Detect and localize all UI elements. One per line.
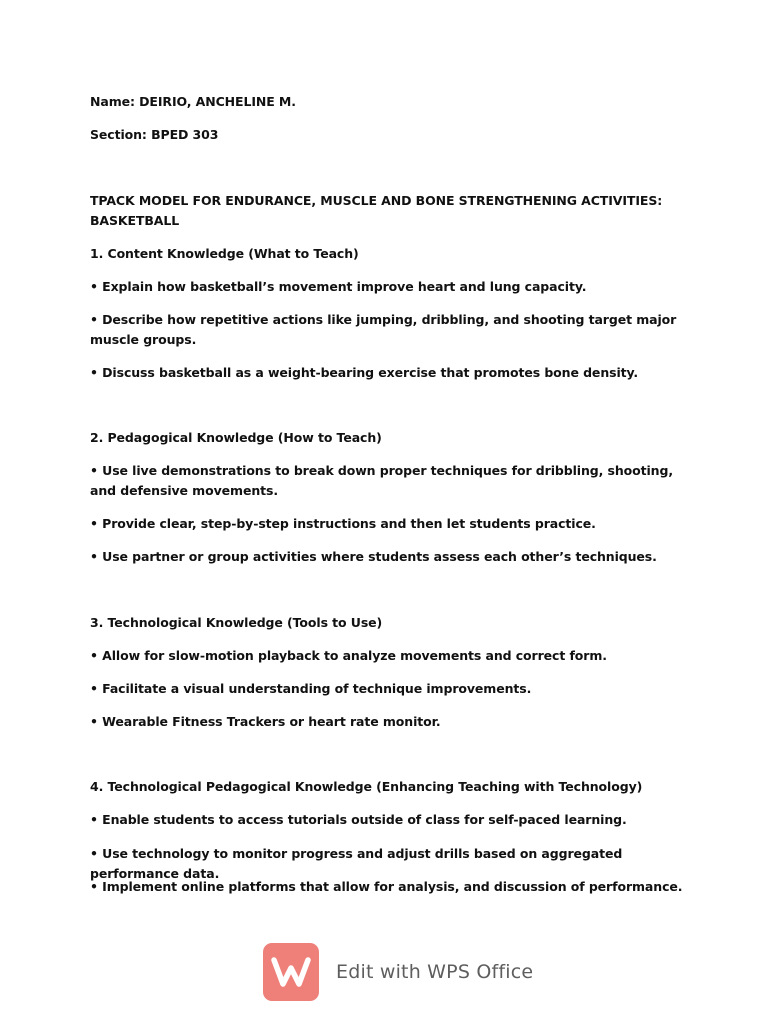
bullet-item: • Allow for slow-motion playback to analyze movements and correct form. — [90, 648, 607, 663]
section-heading-pedagogical-knowledge: 2. Pedagogical Knowledge (How to Teach) — [90, 430, 382, 445]
wps-watermark[interactable] — [263, 943, 533, 1001]
bullet-item: • Use partner or group activities where students assess each other’s techniques. — [90, 549, 657, 564]
bullet-item: • Explain how basketball’s movement improve heart and lung capacity. — [90, 279, 587, 294]
wps-logo-icon — [263, 943, 319, 1001]
bullet-item: • Facilitate a visual understanding of technique improvements. — [90, 681, 532, 696]
student-section: Section: BPED 303 — [90, 127, 219, 142]
wps-watermark-text: Edit with WPS Office — [336, 961, 534, 983]
bullet-item: • Use technology to monitor progress and adjust drills based on aggregated performance data. — [90, 846, 623, 881]
document-title-line-1: TPACK MODEL FOR ENDURANCE, MUSCLE AND BONE STRENGTHENING ACTIVITIES: — [90, 193, 663, 208]
bullet-item: • Describe how repetitive actions like jumping, dribbling, and shooting target major muscle groups. — [90, 312, 677, 347]
section-heading-content-knowledge: 1. Content Knowledge (What to Teach) — [90, 246, 359, 261]
section-heading-technological-pedagogical-knowledge: 4. Technological Pedagogical Knowledge (Enhancing Teaching with Technology) — [90, 779, 643, 794]
student-name: Name: DEIRIO, ANCHELINE M. — [90, 94, 296, 109]
bullet-item: • Use live demonstrations to break down proper techniques for dribbling, shooting, and defensive movements. — [90, 463, 673, 498]
bullet-item: • Wearable Fitness Trackers or heart rate monitor. — [90, 714, 441, 729]
bullet-item: • Discuss basketball as a weight-bearing exercise that promotes bone density. — [90, 365, 639, 380]
bullet-item: • Provide clear, step-by-step instructions and then let students practice. — [90, 516, 596, 531]
bullet-item: • Enable students to access tutorials outside of class for self-paced learning. — [90, 812, 627, 827]
section-heading-technological-knowledge: 3. Technological Knowledge (Tools to Use) — [90, 615, 383, 630]
document-title-line-2: BASKETBALL — [90, 213, 180, 228]
bullet-item: • Implement online platforms that allow for analysis, and discussion of performance. — [90, 879, 683, 894]
